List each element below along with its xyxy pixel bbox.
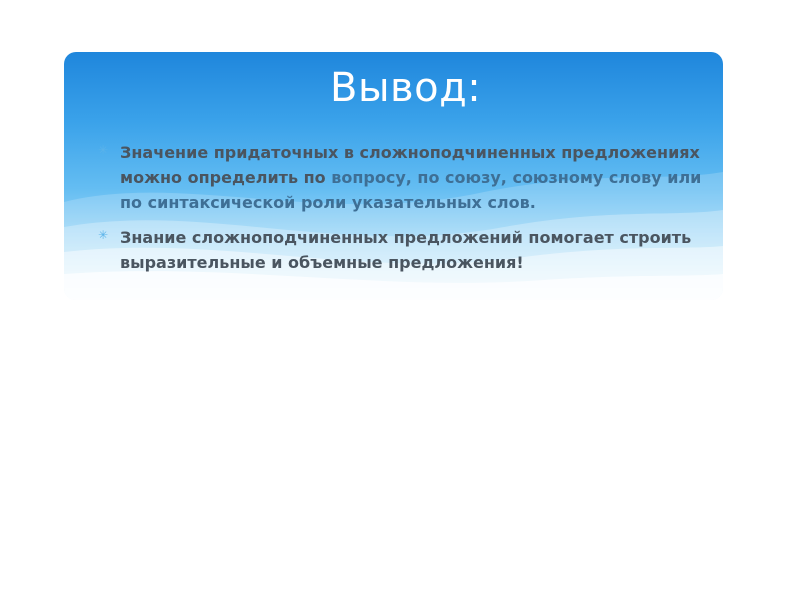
- bullet-text: [120, 140, 716, 215]
- asterisk-icon: ✳: [97, 143, 109, 157]
- bullet-item: [96, 225, 716, 275]
- bullet-list: [96, 140, 716, 285]
- bullet-text-highlight: вопросу, по союзу, союзному слову или по синтаксической роли указательных слов.: [120, 168, 702, 212]
- bullet-text-part: Значение придаточных в сложноподчиненных предложениях можно определить по: [120, 143, 700, 187]
- slide-title: Вывод:: [330, 65, 482, 111]
- bullet-text: Знание сложноподчиненных предложений помогает строить выразительные и объемные предложения!: [120, 228, 692, 272]
- asterisk-icon: ✳: [97, 228, 109, 242]
- bullet-item: [96, 140, 716, 215]
